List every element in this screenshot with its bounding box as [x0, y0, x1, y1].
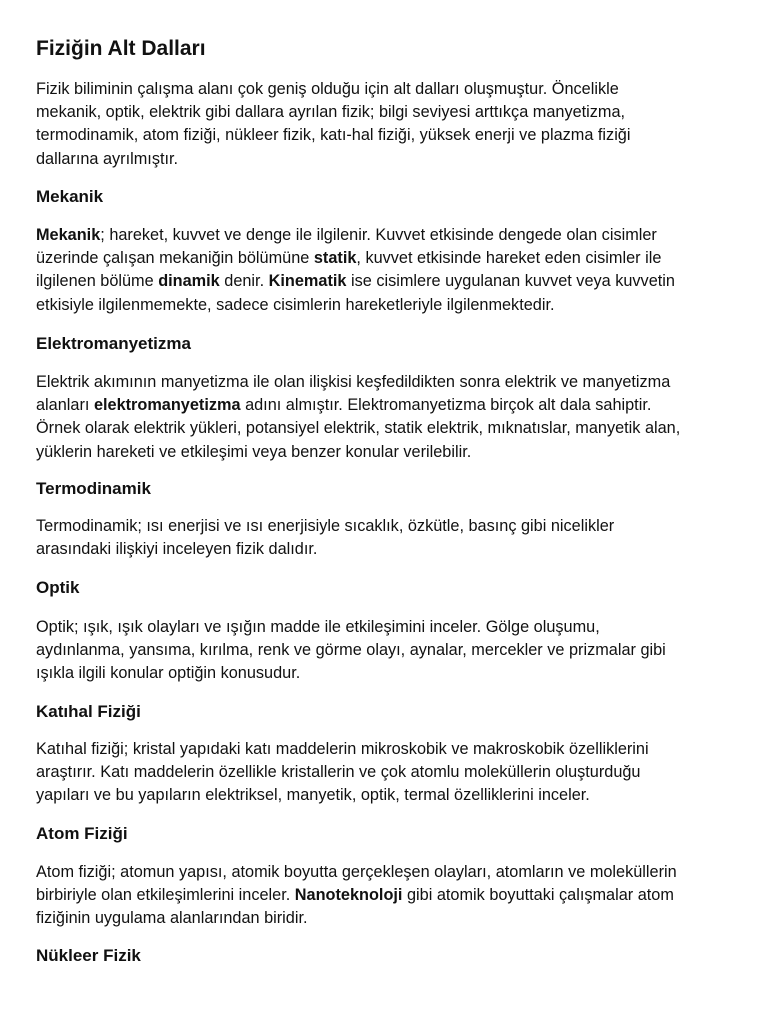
text-run: araştırır. Katı maddelerin özellikle kristallerin ve çok atomlu moleküllerin oluşturduğu [36, 763, 641, 782]
text-line [36, 639, 732, 662]
text-run: birbiriyle olan etkileşimlerini inceler. [36, 886, 295, 905]
text-line [36, 78, 732, 101]
text-run: gibi atomik boyuttaki çalışmalar atom [402, 886, 674, 905]
text-line [36, 394, 732, 417]
text-run: ise cisimlere uygulanan kuvvet veya kuvvetin [346, 272, 675, 291]
text-run: adını almıştır. Elektromanyetizma birçok alt dala sahiptir. [240, 396, 652, 415]
text-line [36, 148, 732, 171]
text-line [36, 124, 732, 147]
text-run: Örnek olarak elektrik yükleri, potansiyel elektrik, statik elektrik, mıknatıslar, manyetik alan, [36, 419, 681, 438]
text-line [36, 294, 732, 317]
text-run: dallarına ayrılmıştır. [36, 149, 179, 168]
text-run: Termodinamik; ısı enerjisi ve ısı enerjisiyle sıcaklık, özkütle, basınç gibi nicelikler [36, 517, 615, 535]
heading-atom-fizigi: Atom Fiziği [36, 824, 128, 843]
bold-term: statik [313, 249, 357, 268]
intro-paragraph [36, 78, 732, 171]
heading-mekanik: Mekanik [36, 187, 104, 206]
text-run: , kuvvet etkisinde hareket eden cisimler ile [356, 249, 662, 268]
text-run: termodinamik, atom fiziği, nükleer fizik, katı-hal fiziği, yüksek enerji ve plazma fiziği [36, 126, 631, 145]
heading-katihal-fizigi: Katıhal Fiziği [36, 702, 141, 721]
text-run: ışıkla ilgili konular optiğin konusudur. [36, 664, 301, 683]
text-line [36, 101, 732, 124]
text-run: alanları [36, 396, 94, 415]
text-line [36, 247, 732, 270]
text-run: etkisiyle ilgilenmemekte, sadece cisimlerin hareketleriyle ilgilenmektedir. [36, 295, 555, 314]
text-run: denir. [219, 272, 269, 291]
heading-termodinamik: Termodinamik [36, 479, 151, 498]
text-line [36, 884, 732, 907]
text-line [36, 417, 732, 440]
text-line [36, 224, 732, 247]
text-line [36, 662, 732, 685]
paragraph-atom-fizigi [36, 861, 732, 931]
text-line [36, 784, 732, 807]
heading-nukleer-fizik: Nükleer Fizik [36, 946, 141, 965]
text-run: fiziğinin uygulama alanlarından biridir. [36, 909, 308, 928]
heading-elektromanyetizma: Elektromanyetizma [36, 334, 191, 353]
text-run: yapıları ve bu yapıların elektriksel, manyetik, optik, termal özelliklerini inceler. [36, 786, 590, 805]
text-run: aydınlanma, yansıma, kırılma, renk ve görme olayı, aynalar, mercekler ve prizmalar gibi [36, 641, 666, 660]
text-run: üzerinde çalışan mekaniğin bölümüne [36, 249, 314, 268]
text-line [36, 371, 732, 394]
paragraph-elektromanyetizma [36, 371, 732, 464]
text-line [36, 515, 732, 538]
paragraph-katihal-fizigi [36, 738, 732, 808]
text-run: Fizik biliminin çalışma alanı çok geniş olduğu için alt dalları oluşmuştur. Öncelikle [36, 80, 619, 98]
page-title: Fiziğin Alt Dalları [36, 37, 206, 60]
text-line [36, 761, 732, 784]
bold-term: Nanoteknoloji [294, 886, 403, 905]
bold-term: Kinematik [268, 272, 347, 291]
text-run: arasındaki ilişkiyi inceleyen fizik dalıdır. [36, 540, 318, 559]
text-run: Elektrik akımının manyetizma ile olan ilişkisi keşfedildikten sonra elektrik ve manyetizma [36, 373, 671, 391]
text-run: Katıhal fiziği; kristal yapıdaki katı maddelerin mikroskobik ve makroskobik özelliklerini [36, 740, 649, 758]
text-line [36, 270, 732, 293]
text-line [36, 616, 732, 639]
text-line [36, 441, 732, 464]
text-run: yüklerin hareketi ve etkileşimi veya benzer konular verilebilir. [36, 442, 472, 461]
text-run: mekanik, optik, elektrik gibi dallara ayrılan fizik; bilgi seviyesi arttıkça manyetizma, [36, 103, 626, 122]
text-line [36, 907, 732, 930]
heading-optik: Optik [36, 578, 80, 597]
paragraph-mekanik [36, 224, 732, 317]
paragraph-termodinamik [36, 515, 732, 561]
text-run: Optik; ışık, ışık olayları ve ışığın madde ile etkileşimini inceler. Gölge oluşumu, [36, 618, 600, 636]
text-line [36, 861, 732, 884]
bold-term: dinamik [158, 272, 220, 291]
text-run: ilgilenen bölüme [36, 272, 159, 291]
text-line [36, 538, 732, 561]
paragraph-optik [36, 616, 732, 686]
text-run: Atom fiziği; atomun yapısı, atomik boyutta gerçekleşen olayları, atomların ve moleküllerin [36, 863, 677, 881]
bold-term: Mekanik [36, 226, 101, 244]
text-line [36, 738, 732, 761]
text-run: ; hareket, kuvvet ve denge ile ilgilenir. Kuvvet etkisinde dengede olan cisimler [100, 226, 657, 244]
bold-term: elektromanyetizma [93, 396, 241, 415]
